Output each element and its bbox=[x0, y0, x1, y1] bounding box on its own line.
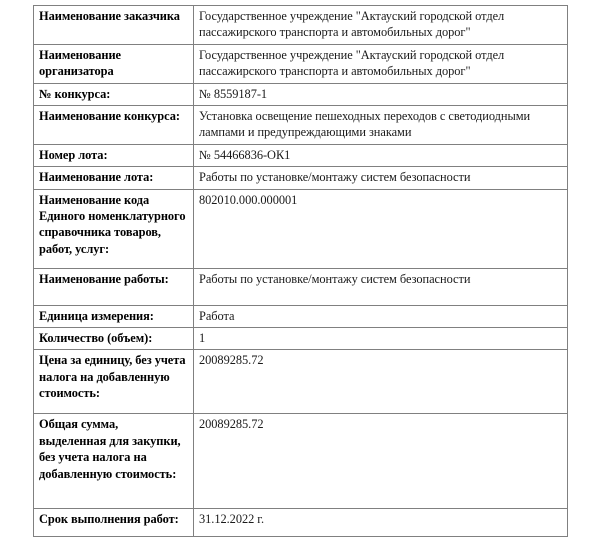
row-value: 20089285.72 bbox=[194, 414, 568, 509]
table-row bbox=[34, 144, 568, 166]
row-value: № 8559187-1 bbox=[194, 83, 568, 105]
table-row bbox=[34, 189, 568, 268]
table-row bbox=[34, 44, 568, 83]
row-label: Наименование лота: bbox=[34, 167, 194, 189]
row-label: Срок выполнения работ: bbox=[34, 509, 194, 537]
row-label: № конкурса: bbox=[34, 83, 194, 105]
row-value: 31.12.2022 г. bbox=[194, 509, 568, 537]
table-body bbox=[34, 6, 568, 537]
row-value: Работы по установке/монтажу систем безопасности bbox=[194, 167, 568, 189]
row-value: 802010.000.000001 bbox=[194, 189, 568, 268]
row-label: Общая сумма, выделенная для закупки, без учета налога на добавленную стоимость: bbox=[34, 414, 194, 509]
row-label: Наименование заказчика bbox=[34, 6, 194, 45]
row-value: 20089285.72 bbox=[194, 350, 568, 414]
table-row bbox=[34, 350, 568, 414]
row-value: 1 bbox=[194, 328, 568, 350]
row-label: Количество (объем): bbox=[34, 328, 194, 350]
row-value: Работы по установке/монтажу систем безопасности bbox=[194, 268, 568, 305]
row-label: Наименование работы: bbox=[34, 268, 194, 305]
row-label: Цена за единицу, без учета налога на добавленную стоимость: bbox=[34, 350, 194, 414]
tender-information-table bbox=[33, 5, 568, 537]
table-row bbox=[34, 106, 568, 145]
table-row bbox=[34, 167, 568, 189]
table-row bbox=[34, 328, 568, 350]
row-value: Государственное учреждение "Актауский городской отдел пассажирского транспорта и автомобильных дорог" bbox=[194, 44, 568, 83]
row-label: Наименование организатора bbox=[34, 44, 194, 83]
row-label: Наименование кода Единого номенклатурного справочника товаров, работ, услуг: bbox=[34, 189, 194, 268]
table-row bbox=[34, 6, 568, 45]
table-row bbox=[34, 305, 568, 327]
row-value: Государственное учреждение "Актауский городской отдел пассажирского транспорта и автомобильных дорог" bbox=[194, 6, 568, 45]
row-label: Номер лота: bbox=[34, 144, 194, 166]
row-value: № 54466836-ОК1 bbox=[194, 144, 568, 166]
table-row bbox=[34, 83, 568, 105]
table-row bbox=[34, 414, 568, 509]
row-label: Наименование конкурса: bbox=[34, 106, 194, 145]
row-value: Работа bbox=[194, 305, 568, 327]
row-value: Установка освещение пешеходных переходов с светодиодными лампами и предупреждающими знаками bbox=[194, 106, 568, 145]
table-row bbox=[34, 268, 568, 305]
row-label: Единица измерения: bbox=[34, 305, 194, 327]
table-row bbox=[34, 509, 568, 537]
